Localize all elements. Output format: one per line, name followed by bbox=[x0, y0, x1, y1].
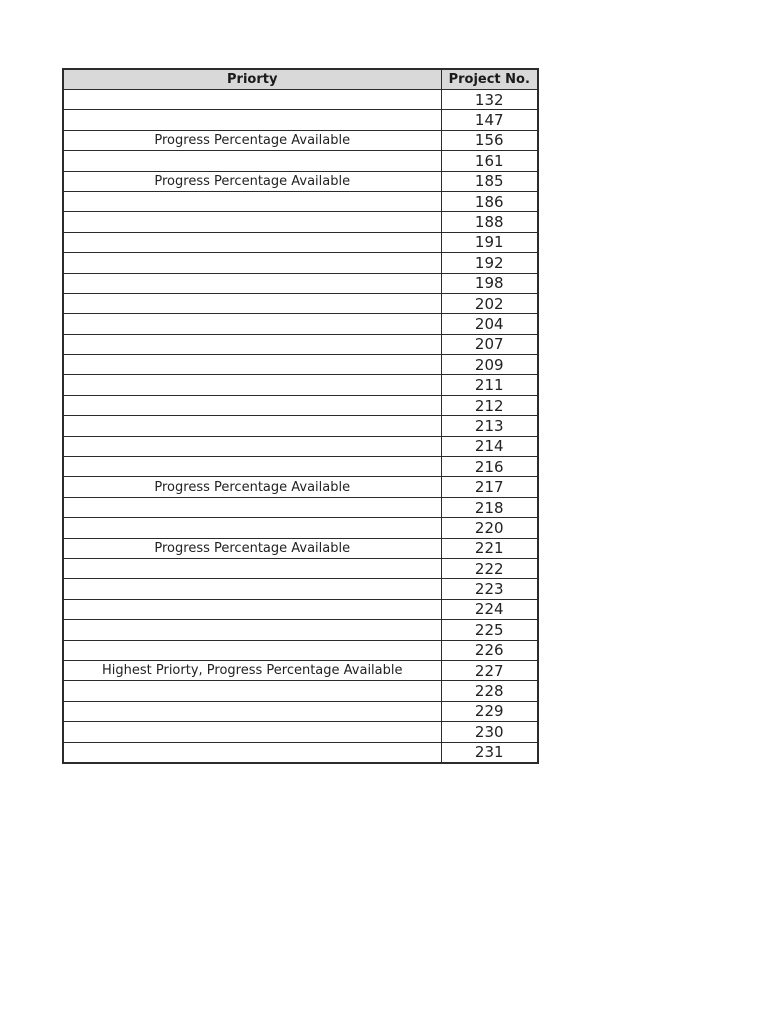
project-no-cell: 156 bbox=[441, 130, 538, 150]
table-header bbox=[63, 69, 538, 90]
table-row bbox=[63, 701, 538, 721]
priority-cell bbox=[63, 314, 441, 334]
project-no-cell: 188 bbox=[441, 212, 538, 232]
priority-cell bbox=[63, 232, 441, 252]
project-no-cell: 147 bbox=[441, 110, 538, 130]
priority-cell bbox=[63, 701, 441, 721]
priority-cell: Progress Percentage Available bbox=[63, 477, 441, 497]
table-row bbox=[63, 436, 538, 456]
table-row bbox=[63, 681, 538, 701]
project-no-cell: 209 bbox=[441, 355, 538, 375]
project-no-cell: 192 bbox=[441, 253, 538, 273]
priority-cell bbox=[63, 293, 441, 313]
project-no-cell: 223 bbox=[441, 579, 538, 599]
table-row bbox=[63, 722, 538, 742]
priority-cell bbox=[63, 742, 441, 763]
project-no-cell: 229 bbox=[441, 701, 538, 721]
priority-cell bbox=[63, 212, 441, 232]
table-row bbox=[63, 599, 538, 619]
table-row bbox=[63, 579, 538, 599]
priority-cell bbox=[63, 395, 441, 415]
project-no-cell: 220 bbox=[441, 518, 538, 538]
table-row bbox=[63, 293, 538, 313]
table-row bbox=[63, 558, 538, 578]
table-row bbox=[63, 518, 538, 538]
project-no-cell: 161 bbox=[441, 151, 538, 171]
project-no-cell: 212 bbox=[441, 395, 538, 415]
priority-cell bbox=[63, 253, 441, 273]
project-no-cell: 207 bbox=[441, 334, 538, 354]
table-row bbox=[63, 90, 538, 110]
table-row bbox=[63, 620, 538, 640]
table-row bbox=[63, 497, 538, 517]
priority-cell bbox=[63, 375, 441, 395]
project-no-cell: 198 bbox=[441, 273, 538, 293]
table-row bbox=[63, 130, 538, 150]
table-row bbox=[63, 416, 538, 436]
project-no-cell: 185 bbox=[441, 171, 538, 191]
table-row bbox=[63, 334, 538, 354]
priority-cell bbox=[63, 497, 441, 517]
table-body bbox=[63, 90, 538, 763]
priority-cell bbox=[63, 558, 441, 578]
priority-cell bbox=[63, 355, 441, 375]
table-row bbox=[63, 538, 538, 558]
priority-cell bbox=[63, 579, 441, 599]
table-row bbox=[63, 232, 538, 252]
header-row bbox=[63, 69, 538, 90]
project-no-cell: 218 bbox=[441, 497, 538, 517]
project-no-cell: 132 bbox=[441, 90, 538, 110]
priority-cell bbox=[63, 110, 441, 130]
project-no-cell: 186 bbox=[441, 191, 538, 211]
priority-cell bbox=[63, 457, 441, 477]
priority-cell bbox=[63, 334, 441, 354]
table-row bbox=[63, 273, 538, 293]
project-no-cell: 225 bbox=[441, 620, 538, 640]
project-no-cell: 191 bbox=[441, 232, 538, 252]
table-row bbox=[63, 151, 538, 171]
project-no-cell: 214 bbox=[441, 436, 538, 456]
project-no-cell: 222 bbox=[441, 558, 538, 578]
priority-cell bbox=[63, 416, 441, 436]
table-row bbox=[63, 742, 538, 763]
priority-cell bbox=[63, 620, 441, 640]
project-no-cell: 217 bbox=[441, 477, 538, 497]
priority-cell bbox=[63, 90, 441, 110]
project-no-cell: 231 bbox=[441, 742, 538, 763]
priority-cell bbox=[63, 151, 441, 171]
priority-cell bbox=[63, 436, 441, 456]
project-no-cell: 230 bbox=[441, 722, 538, 742]
project-no-cell: 216 bbox=[441, 457, 538, 477]
priority-cell bbox=[63, 681, 441, 701]
project-no-cell: 213 bbox=[441, 416, 538, 436]
priority-cell bbox=[63, 518, 441, 538]
table-row bbox=[63, 171, 538, 191]
table-row bbox=[63, 212, 538, 232]
project-no-cell: 228 bbox=[441, 681, 538, 701]
priority-cell bbox=[63, 273, 441, 293]
project-no-cell: 226 bbox=[441, 640, 538, 660]
table-row bbox=[63, 640, 538, 660]
project-no-cell: 204 bbox=[441, 314, 538, 334]
project-no-cell: 227 bbox=[441, 660, 538, 680]
project-no-cell: 211 bbox=[441, 375, 538, 395]
project-no-cell: 221 bbox=[441, 538, 538, 558]
table-row bbox=[63, 477, 538, 497]
table-row bbox=[63, 457, 538, 477]
priority-column-header: Priorty bbox=[63, 69, 441, 90]
table-row bbox=[63, 355, 538, 375]
table-row bbox=[63, 395, 538, 415]
priority-cell bbox=[63, 722, 441, 742]
project-no-cell: 202 bbox=[441, 293, 538, 313]
table-row bbox=[63, 314, 538, 334]
priority-cell: Progress Percentage Available bbox=[63, 171, 441, 191]
priority-cell: Progress Percentage Available bbox=[63, 130, 441, 150]
priority-cell: Progress Percentage Available bbox=[63, 538, 441, 558]
table-row bbox=[63, 375, 538, 395]
priority-cell bbox=[63, 640, 441, 660]
table-row bbox=[63, 253, 538, 273]
table-row bbox=[63, 110, 538, 130]
priority-cell: Highest Priorty, Progress Percentage Available bbox=[63, 660, 441, 680]
table-row bbox=[63, 191, 538, 211]
table-row bbox=[63, 660, 538, 680]
priority-cell bbox=[63, 599, 441, 619]
project-no-cell: 224 bbox=[441, 599, 538, 619]
project-no-column-header: Project No. bbox=[441, 69, 538, 90]
project-priority-table bbox=[62, 68, 539, 764]
priority-cell bbox=[63, 191, 441, 211]
